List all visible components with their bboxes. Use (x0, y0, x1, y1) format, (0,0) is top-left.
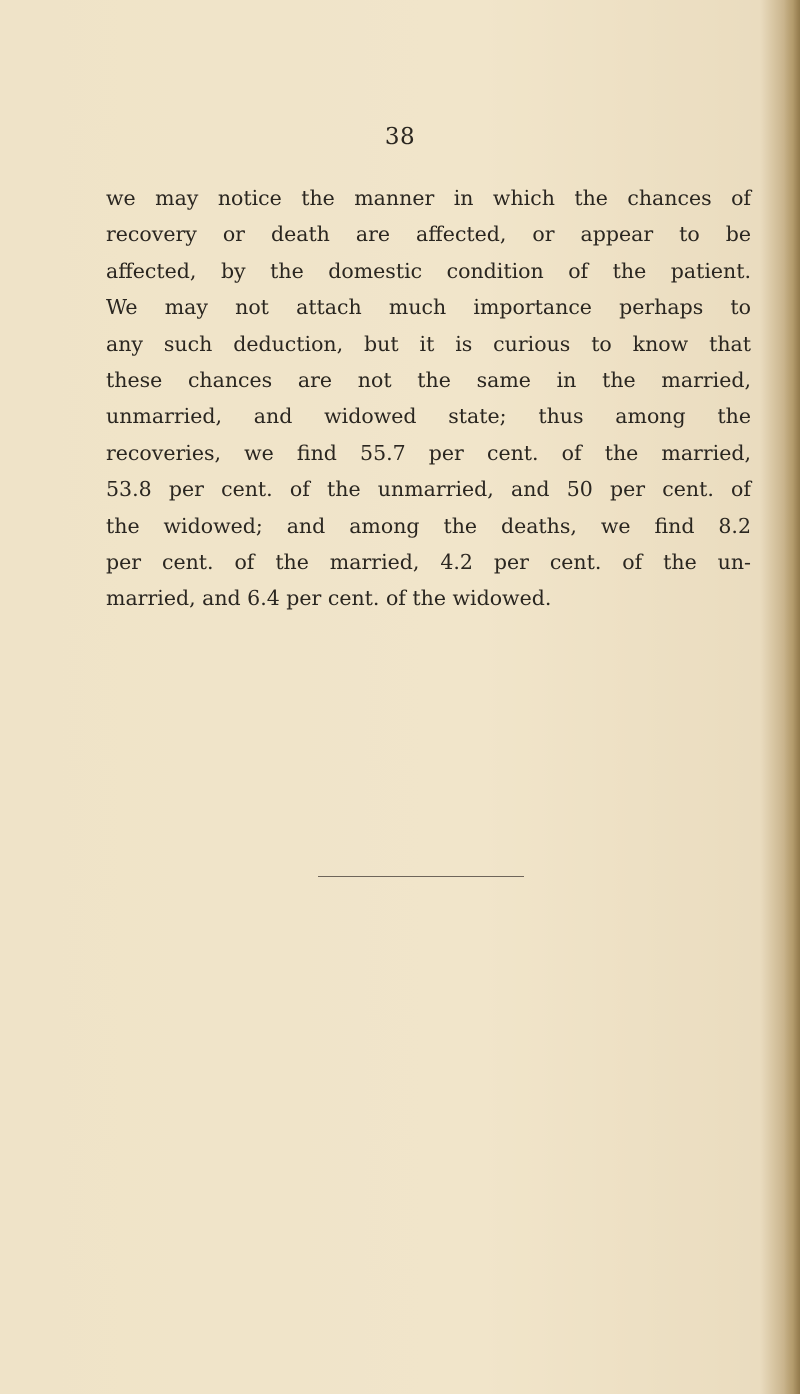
text-line: recoveries, we find 55.7 per cent. of the married, (106, 440, 751, 465)
text-line: recovery or death are affected, or appear to be (106, 222, 751, 247)
text-line: We may not attach much importance perhaps to (106, 295, 751, 320)
text-line: the widowed; and among the deaths, we find 8.2 (106, 513, 751, 538)
page-number: 38 (384, 124, 416, 150)
page-edge-shadow (784, 0, 800, 1394)
text-line: we may notice the manner in which the chances of (106, 186, 751, 210)
text-line: per cent. of the married, 4.2 per cent. of the un- (106, 549, 751, 574)
section-end-rule (318, 876, 524, 877)
text-line: any such deduction, but it is curious to know that (106, 331, 751, 356)
text-line: affected, by the domestic condition of the patient. (106, 258, 751, 283)
text-line: unmarried, and widowed state; thus among the (106, 404, 751, 429)
body-paragraph (106, 180, 751, 617)
text-line: these chances are not the same in the married, (106, 367, 751, 392)
text-line: married, and 6.4 per cent. of the widowed. (106, 586, 552, 611)
text-line: 53.8 per cent. of the unmarried, and 50 per cent. of (106, 477, 751, 502)
